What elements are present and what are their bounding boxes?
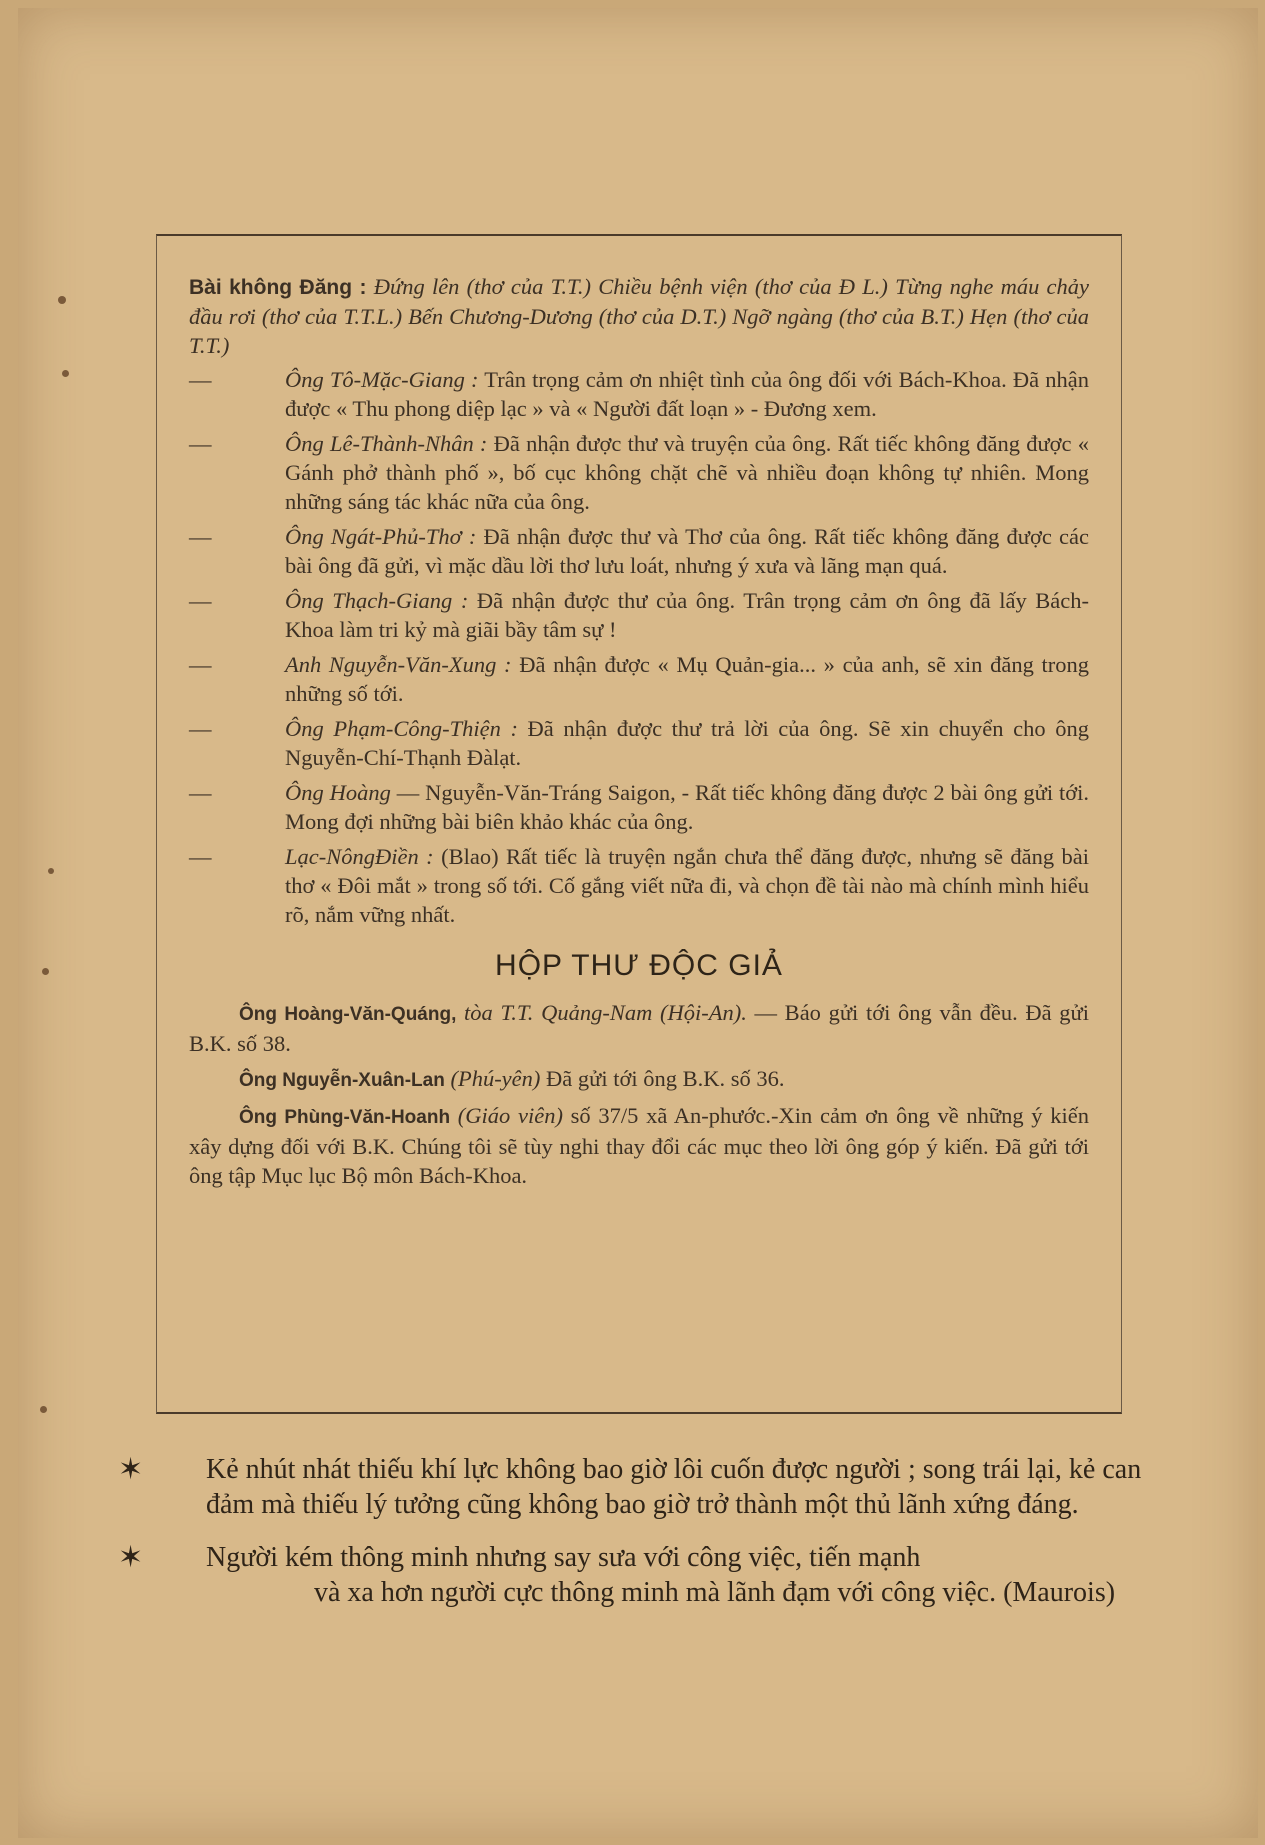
item-name: Lạc-NôngĐiền : bbox=[285, 844, 434, 869]
quote-rest: và xa hơn người cực thông minh mà lãnh đạm với công việc. (Maurois) bbox=[314, 1577, 1116, 1608]
item-text: Đã nhận được « Mụ Quản-gia... » của anh, sẽ xin đăng trong những số tới. bbox=[285, 652, 1089, 706]
item-name: Ông Lê-Thành-Nhân : bbox=[285, 431, 488, 456]
item-dash: — bbox=[189, 780, 212, 805]
quotes-section bbox=[118, 1452, 1168, 1628]
reply-item bbox=[189, 522, 1089, 580]
item-text: Trân trọng cảm ơn nhiệt tình của ông đối với Bách-Khoa. Đã nhận được « Thu phong diệp lạc » và « Người đất loạn » - Đương xem. bbox=[285, 367, 1089, 421]
reader-reply bbox=[189, 1064, 1089, 1095]
reader-reply bbox=[189, 1101, 1089, 1190]
reader-text: — Báo gửi tới ông vẫn đều. Đã gửi B.K. số 38. bbox=[189, 1000, 1089, 1056]
reply-item bbox=[189, 714, 1089, 772]
star-icon: ✶ bbox=[118, 1452, 144, 1487]
editor-reply-content bbox=[189, 272, 1089, 1196]
quote-first-line: Người kém thông minh nhưng say sưa với công việc, tiến mạnh bbox=[206, 1542, 921, 1573]
item-text: Đã nhận được thư của ông. Trân trọng cảm ơn ông đã lấy Bách-Khoa làm tri kỷ mà giãi bầy tâm sự ! bbox=[285, 588, 1090, 642]
reader-reply bbox=[189, 998, 1089, 1058]
item-name: Ông Ngát-Phủ-Thơ : bbox=[285, 524, 477, 549]
item-dash: — bbox=[189, 652, 212, 677]
item-name: Ông Tô-Mặc-Giang : bbox=[285, 367, 479, 392]
item-text: (Blao) Rất tiếc là truyện ngắn chưa thể đăng được, nhưng sẽ đăng bài thơ « Đôi mắt » trong số tới. Cố gắng viết nữa đi, và chọn đề tài nào mà chính mình hiểu rõ, nắm vững nhất. bbox=[285, 844, 1090, 927]
reader-place: tòa T.T. Quảng-Nam (Hội-An). bbox=[464, 1000, 747, 1025]
paper-spot bbox=[42, 968, 49, 975]
paper-spot bbox=[62, 370, 69, 377]
item-name: Ông Hoàng bbox=[285, 780, 391, 805]
intro-paragraph bbox=[189, 272, 1089, 360]
quote-text: Kẻ nhút nhát thiếu khí lực không bao giờ lôi cuốn được người ; song trái lại, kẻ can đảm mà thiếu lý tưởng cũng không bao giờ trở thành một thủ lãnh xứng đáng. bbox=[206, 1454, 1142, 1520]
item-dash: — bbox=[189, 716, 212, 741]
item-name: Anh Nguyễn-Văn-Xung : bbox=[285, 652, 512, 677]
item-dash: — bbox=[189, 588, 212, 613]
reader-place: (Giáo viên) bbox=[457, 1103, 563, 1128]
item-text: Đã nhận được thư và Thơ của ông. Rất tiếc không đăng được các bài ông đã gửi, vì mặc dầu lời thơ lưu loát, nhưng ý xưa và lãng mạn quá. bbox=[285, 524, 1089, 578]
reply-item bbox=[189, 778, 1089, 836]
item-name: Ông Phạm-Công-Thiện : bbox=[285, 716, 518, 741]
reader-text: số 37/5 xã An-phước.-Xin cảm ơn ông về những ý kiến xây dựng đối với B.K. Chúng tôi sẽ tùy nghi thay đổi các mục theo lời ông góp ý kiến. Đã gửi tới ông tập Mục lục Bộ môn Bách-Khoa. bbox=[189, 1103, 1090, 1188]
item-name: Ông Thạch-Giang : bbox=[285, 588, 469, 613]
reply-item bbox=[189, 429, 1089, 516]
paper-spot bbox=[58, 296, 66, 304]
reader-name: Ông Phùng-Văn-Hoanh bbox=[239, 1107, 451, 1128]
reader-name: Ông Hoàng-Văn-Quáng, bbox=[239, 1004, 457, 1025]
item-dash: — bbox=[189, 431, 212, 456]
quote-item bbox=[118, 1452, 1168, 1522]
reader-name: Ông Nguyễn-Xuân-Lan bbox=[239, 1070, 445, 1091]
page bbox=[18, 8, 1258, 1838]
quote-item bbox=[118, 1540, 1168, 1610]
reader-text: Đã gửi tới ông B.K. số 36. bbox=[546, 1066, 785, 1091]
paper-spot bbox=[48, 868, 54, 874]
editor-reply-box bbox=[156, 234, 1122, 1414]
reply-item bbox=[189, 842, 1089, 929]
reply-item bbox=[189, 586, 1089, 644]
intro-text: Đứng lên (thơ của T.T.) Chiều bệnh viện (thơ của Đ L.) Từng nghe máu chảy đầu rơi (thơ của T.T.L.) Bến Chương-Dương (thơ của D.T.) Ngỡ ngàng (thơ của B.T.) Hẹn (thơ của T.T.) bbox=[189, 274, 1090, 358]
item-dash: — bbox=[189, 524, 212, 549]
reply-item bbox=[189, 365, 1089, 423]
reader-place: (Phú-yên) bbox=[450, 1066, 541, 1091]
section-heading: HỘP THƯ ĐỘC GIẢ bbox=[495, 949, 783, 982]
item-text: Đã nhận được thư và truyện của ông. Rất tiếc không đăng được « Gánh phở thành phố », bố cục không chặt chẽ và nhiều đoạn không tự nhiên. Mong những sáng tác khác nữa của ông. bbox=[285, 431, 1089, 514]
item-text: Đã nhận được thư trả lời của ông. Sẽ xin chuyển cho ông Nguyễn-Chí-Thạnh Đàlạt. bbox=[285, 716, 1089, 770]
intro-lead: Bài không Đăng : bbox=[189, 276, 367, 299]
reply-item bbox=[189, 650, 1089, 708]
item-dash: — bbox=[189, 367, 212, 392]
star-icon: ✶ bbox=[118, 1540, 144, 1575]
item-text: — Nguyễn-Văn-Tráng Saigon, - Rất tiếc không đăng được 2 bài ông gửi tới. Mong đợi những bài biên khảo khác của ông. bbox=[285, 780, 1090, 834]
item-dash: — bbox=[189, 844, 212, 869]
paper-spot bbox=[40, 1406, 47, 1413]
